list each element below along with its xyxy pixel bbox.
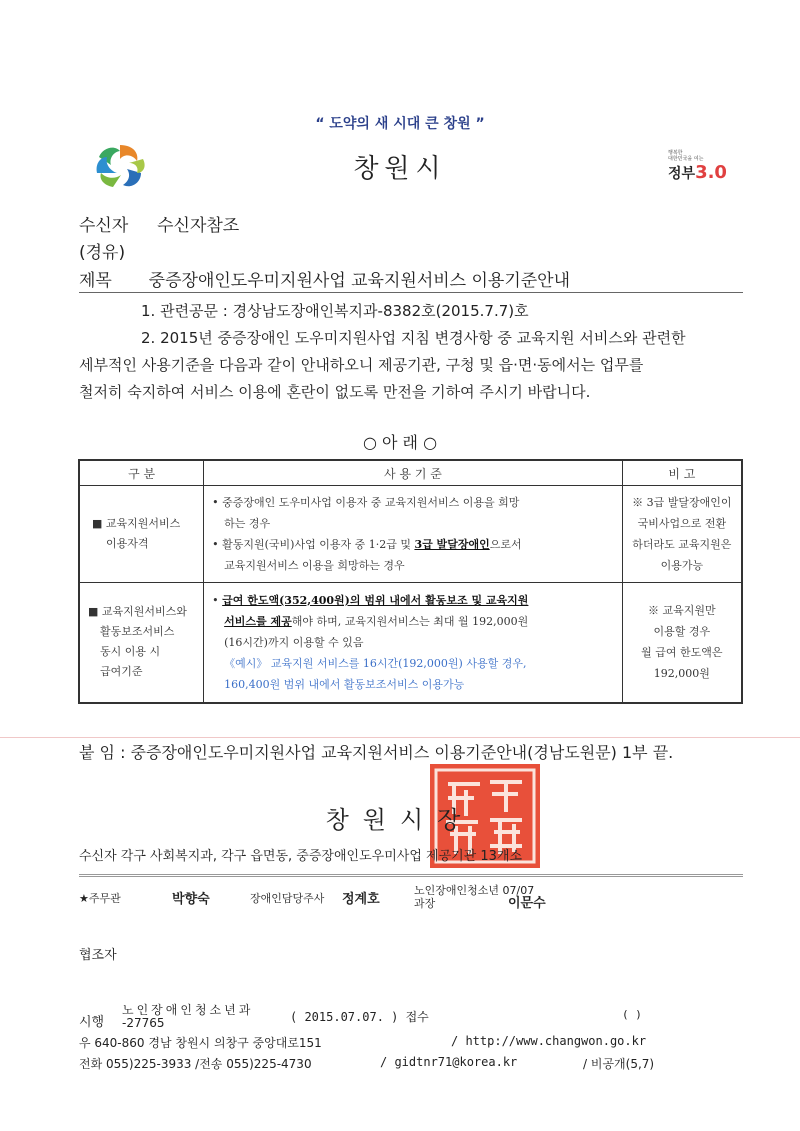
row2-cat-line1: ■ 교육지원서비스와 bbox=[88, 605, 187, 619]
row2-note-line2: 이용할 경우 bbox=[653, 625, 711, 639]
phone-fax: 전화 055)225-3933 /전송 055)225-4730 bbox=[79, 1057, 312, 1071]
row1-bullet1-line1: • 중증장애인 도우미사업 이용자 중 교육지원서비스 이용을 희망 bbox=[212, 496, 520, 509]
gov-logo-text: 정부 bbox=[668, 166, 696, 182]
row2-cat-line4: 급여기준 bbox=[100, 665, 143, 679]
table-header-row bbox=[79, 460, 742, 486]
row1-cat-line2: 이용자격 bbox=[106, 537, 149, 550]
sig-name3: 이문수 bbox=[508, 896, 546, 911]
exec-value-line2: -27765 bbox=[122, 1016, 165, 1030]
gov-logo-num: 3.0 bbox=[695, 162, 727, 183]
via-line: (경유) bbox=[79, 243, 126, 263]
table-title: ○ 아 래 ○ bbox=[362, 433, 438, 452]
row1-note-line4: 이용가능 bbox=[660, 559, 704, 572]
address: 우 640-860 경남 창원시 의창구 중앙대로151 bbox=[79, 1036, 322, 1050]
subject-label: 제목 bbox=[79, 271, 112, 291]
exec-value-line1: 노인장애인청소년과 bbox=[122, 1003, 254, 1017]
row1-criteria bbox=[204, 486, 623, 583]
usage-criteria-table bbox=[78, 459, 743, 704]
row1-category bbox=[79, 486, 204, 583]
sig-role2: 장애인담당주사 bbox=[250, 892, 325, 905]
signature-divider bbox=[79, 874, 743, 877]
row1-note bbox=[622, 486, 742, 583]
row2-criteria bbox=[204, 583, 623, 703]
body-p2-line3: 철저히 숙지하여 서비스 이용에 혼란이 없도록 만전을 기하여 주시기 바랍니다. bbox=[79, 383, 591, 401]
row2-line1: • 급여 한도액(352,400원)의 범위 내에서 활동보조 및 교육지원 bbox=[212, 593, 529, 607]
row2-line2 bbox=[212, 611, 614, 632]
row1-b2-post: 으로서 bbox=[489, 538, 522, 551]
row1-note-line3: 하더라도 교육지원은 bbox=[632, 538, 732, 551]
gov-logo-small1: 행복한 bbox=[668, 150, 683, 156]
receipt-paren: ( ) bbox=[622, 1008, 642, 1021]
organization-title: 창원시 bbox=[353, 154, 447, 184]
row2-cat-line3: 동시 이용 시 bbox=[100, 645, 161, 659]
row2-note bbox=[622, 583, 742, 703]
attachment-line: 붙 임 : 중증장애인도우미지원사업 교육지원서비스 이용기준안내(경남도원문) 1부 끝. bbox=[79, 743, 674, 762]
sig-role3-line2: 과장 bbox=[414, 897, 436, 910]
header-note: 비 고 bbox=[622, 460, 742, 486]
subject-value: 중증장애인도우미지원사업 교육지원서비스 이용기준안내 bbox=[148, 271, 571, 291]
recipient-label: 수신자 bbox=[79, 216, 129, 236]
sig-name1: 박향숙 bbox=[172, 892, 210, 907]
row1-bullet2-line2: 교육지원서비스 이용을 희망하는 경우 bbox=[224, 559, 405, 572]
row1-cat-line1: ■ 교육지원서비스 bbox=[92, 517, 181, 530]
table-row bbox=[79, 486, 742, 583]
header-criteria: 사 용 기 준 bbox=[204, 460, 623, 486]
row2-note-line1: ※ 교육지원만 bbox=[648, 604, 716, 618]
row2-example-line2: 160,400원 범위 내에서 활동보조서비스 이용가능 bbox=[224, 677, 465, 691]
row2-line3: (16시간)까지 이용할 수 있음 bbox=[224, 635, 364, 649]
sig-name2: 정계호 bbox=[342, 892, 380, 907]
row2-cat-line2: 활동보조서비스 bbox=[100, 625, 175, 639]
page-divider bbox=[0, 737, 800, 738]
row1-bullet1-line2: 하는 경우 bbox=[224, 517, 271, 530]
row1-b2-pre: • 활동지원(국비)사업 이용자 중 1·2급 및 bbox=[212, 538, 415, 551]
slogan: “ 도약의 새 시대 큰 창원 ” bbox=[315, 116, 485, 132]
privacy-level: / 비공개(5,7) bbox=[583, 1057, 655, 1071]
row2-category bbox=[79, 583, 204, 703]
row1-bullet2-line1 bbox=[212, 534, 614, 555]
email-link[interactable]: / gidtnr71@korea.kr bbox=[380, 1055, 518, 1069]
row2-note-line3: 월 급여 한도액은 bbox=[641, 646, 723, 660]
row2-underline2: 서비스를 제공 bbox=[224, 614, 292, 628]
sig-role3-line1: 노인장애인청소년 07/07 bbox=[414, 884, 535, 897]
row1-b2-underline: 3급 발달장애인 bbox=[414, 538, 490, 551]
gov-logo-small2: 대한민국을 여는 bbox=[668, 156, 704, 162]
recipient-line bbox=[79, 211, 239, 236]
website-link[interactable]: / http://www.changwon.go.kr bbox=[451, 1034, 647, 1048]
row1-note-line1: ※ 3급 발달장애인이 bbox=[632, 496, 732, 509]
exec-label: 시행 bbox=[79, 1015, 105, 1030]
body-p2-line2: 세부적인 사용기준을 다음과 같이 안내하오니 제공기관, 구청 및 읍·면·동에서는 업무를 bbox=[79, 356, 644, 374]
gov3-logo bbox=[668, 150, 736, 182]
table-row bbox=[79, 583, 742, 703]
recipients-line: 수신자 각구 사회복지과, 각구 읍면동, 중증장애인도우미사업 제공기관 13개소 bbox=[79, 849, 523, 864]
cooperator-label: 협조자 bbox=[79, 948, 117, 963]
body-p2-line1: 2. 2015년 중증장애인 도우미지원사업 지침 변경사항 중 교육지원 서비스와 관련한 bbox=[141, 329, 686, 347]
row2-post2: 해야 하며, 교육지원서비스는 최대 월 192,000원 bbox=[291, 614, 529, 628]
recipient-value: 수신자참조 bbox=[157, 216, 240, 236]
subject-divider bbox=[79, 292, 743, 293]
body-p1: 1. 관련공문 : 경상남도장애인복지과-8382호(2015.7.7)호 bbox=[141, 302, 529, 320]
sig-star-label: ★주무관 bbox=[79, 892, 121, 905]
sender-name: 창원시장 bbox=[325, 806, 475, 834]
exec-date: ( 2015.07.07. ) 접수 bbox=[290, 1010, 429, 1024]
header-category: 구 분 bbox=[79, 460, 204, 486]
row2-note-line4: 192,000원 bbox=[653, 667, 710, 681]
subject-line bbox=[79, 266, 570, 291]
row2-example-line1: 《예시》 교육지원 서비스를 16시간(192,000원) 사용할 경우, bbox=[224, 656, 527, 670]
row2-underline1: 급여 한도액(352,400원)의 범위 내에서 활동보조 및 교육지원 bbox=[222, 593, 529, 607]
row1-note-line2: 국비사업으로 전환 bbox=[637, 517, 727, 530]
